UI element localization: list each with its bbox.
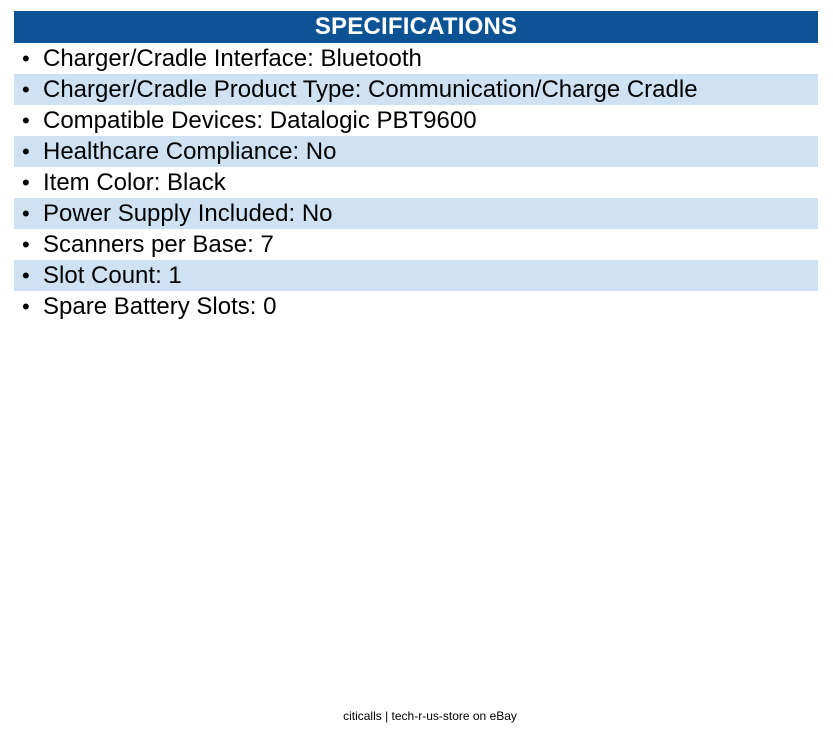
specifications-header: SPECIFICATIONS xyxy=(14,11,818,43)
spec-item xyxy=(14,136,818,167)
bullet-icon: • xyxy=(22,77,30,102)
spec-text: Spare Battery Slots: 0 xyxy=(43,293,277,320)
spec-item xyxy=(14,74,818,105)
spec-text: Item Color: Black xyxy=(43,169,226,196)
spec-text: Healthcare Compliance: No xyxy=(43,138,337,165)
bullet-icon: • xyxy=(22,232,30,257)
specifications-list xyxy=(14,43,818,322)
spec-text: Charger/Cradle Product Type: Communication/Charge Cradle xyxy=(43,76,698,103)
specifications-sheet xyxy=(14,11,818,322)
bullet-icon: • xyxy=(22,170,30,195)
spec-item xyxy=(14,198,818,229)
footer-credit: citicalls | tech-r-us-store on eBay xyxy=(343,709,517,723)
bullet-icon: • xyxy=(22,201,30,226)
spec-text: Compatible Devices: Datalogic PBT9600 xyxy=(43,107,477,134)
spec-item xyxy=(14,167,818,198)
spec-text: Charger/Cradle Interface: Bluetooth xyxy=(43,45,422,72)
spec-item xyxy=(14,43,818,74)
spec-text: Slot Count: 1 xyxy=(43,262,182,289)
spec-text: Power Supply Included: No xyxy=(43,200,333,227)
spec-text: Scanners per Base: 7 xyxy=(43,231,274,258)
bullet-icon: • xyxy=(22,263,30,288)
bullet-icon: • xyxy=(22,46,30,71)
spec-item xyxy=(14,291,818,322)
bullet-icon: • xyxy=(22,108,30,133)
spec-item xyxy=(14,260,818,291)
bullet-icon: • xyxy=(22,139,30,164)
bullet-icon: • xyxy=(22,294,30,319)
spec-item xyxy=(14,105,818,136)
spec-item xyxy=(14,229,818,260)
